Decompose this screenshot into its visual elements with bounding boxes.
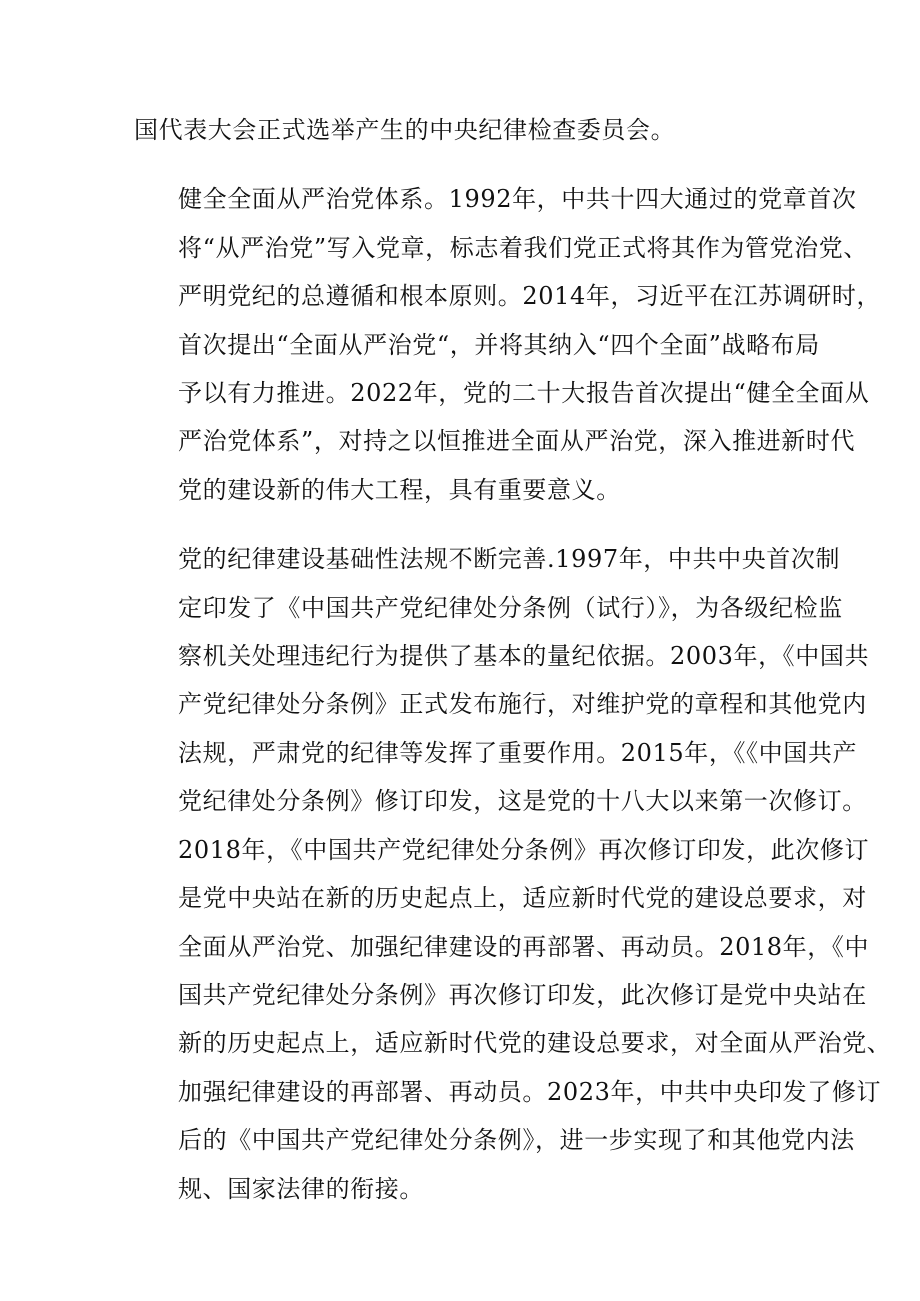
paragraph-discipline-regulations xyxy=(134,535,892,1213)
text-line: 严治党体系”，对持之以恒推进全面从严治党，深入推进新时代 xyxy=(178,427,856,456)
paragraph-party-governance-system xyxy=(134,175,882,514)
text-line: 国共产党纪律处分条例》再次修订印发，此次修订是党中央站在 xyxy=(178,980,867,1009)
text-line: 严明党纪的总遵循和根本原则。2014年，习近平在江苏调研时， xyxy=(178,282,882,311)
text-line: 定印发了《中国共产党纪律处分条例（试行）》，为各级纪检监 xyxy=(178,593,843,622)
text-line: 法规，严肃党的纪律等发挥了重要作用。2015年，《《中国共产 xyxy=(178,738,858,767)
text-line: 国代表大会正式选举产生的中央纪律检查委员会。 xyxy=(134,116,676,144)
text-line: 加强纪律建设的再部署、再动员。2023年，中共中央印发了修订 xyxy=(178,1077,882,1106)
text-line: 党纪律处分条例》修订印发，这是党的十八大以来第一次修订。 xyxy=(178,787,867,816)
text-line: 新的历史起点上，适应新时代党的建设总要求，对全面从严治党、 xyxy=(178,1029,892,1058)
text-line: 产党纪律处分条例》正式发布施行，对维护党的章程和其他党内 xyxy=(178,690,867,719)
paragraph-continuation xyxy=(134,106,786,154)
text-line: 予以有力推进。2022年，党的二十大报告首次提出“健全全面从 xyxy=(178,379,870,408)
text-line: 后的《中国共产党纪律处分条例》，进一步实现了和其他党内法 xyxy=(178,1126,855,1155)
text-line: 2018年，《中国共产党纪律处分条例》再次修订印发，此次修订 xyxy=(178,835,870,864)
text-line: 规、国家法律的衔接。 xyxy=(178,1174,424,1203)
text-line: 党的建设新的伟大工程，具有重要意义。 xyxy=(178,475,621,504)
text-line: 将“从严治党”写入党章，标志着我们党正式将其作为管党治党、 xyxy=(178,233,868,262)
text-line: 党的纪律建设基础性法规不断完善.1997年，中共中央首次制 xyxy=(178,545,841,574)
document-body xyxy=(134,106,892,1234)
text-line: 是党中央站在新的历史起点上，适应新时代党的建设总要求，对 xyxy=(178,884,867,913)
text-line: 健全全面从严治党体系。1992年，中共十四大通过的党章首次 xyxy=(178,185,857,214)
text-line: 首次提出“全面从严治党“，并将其纳入“四个全面”战略布局 xyxy=(178,330,820,359)
text-line: 察机关处理违纪行为提供了基本的量纪依据。2003年，《中国共 xyxy=(178,642,870,671)
text-line: 全面从严治党、加强纪律建设的再部署、再动员。2018年，《中 xyxy=(178,932,870,961)
